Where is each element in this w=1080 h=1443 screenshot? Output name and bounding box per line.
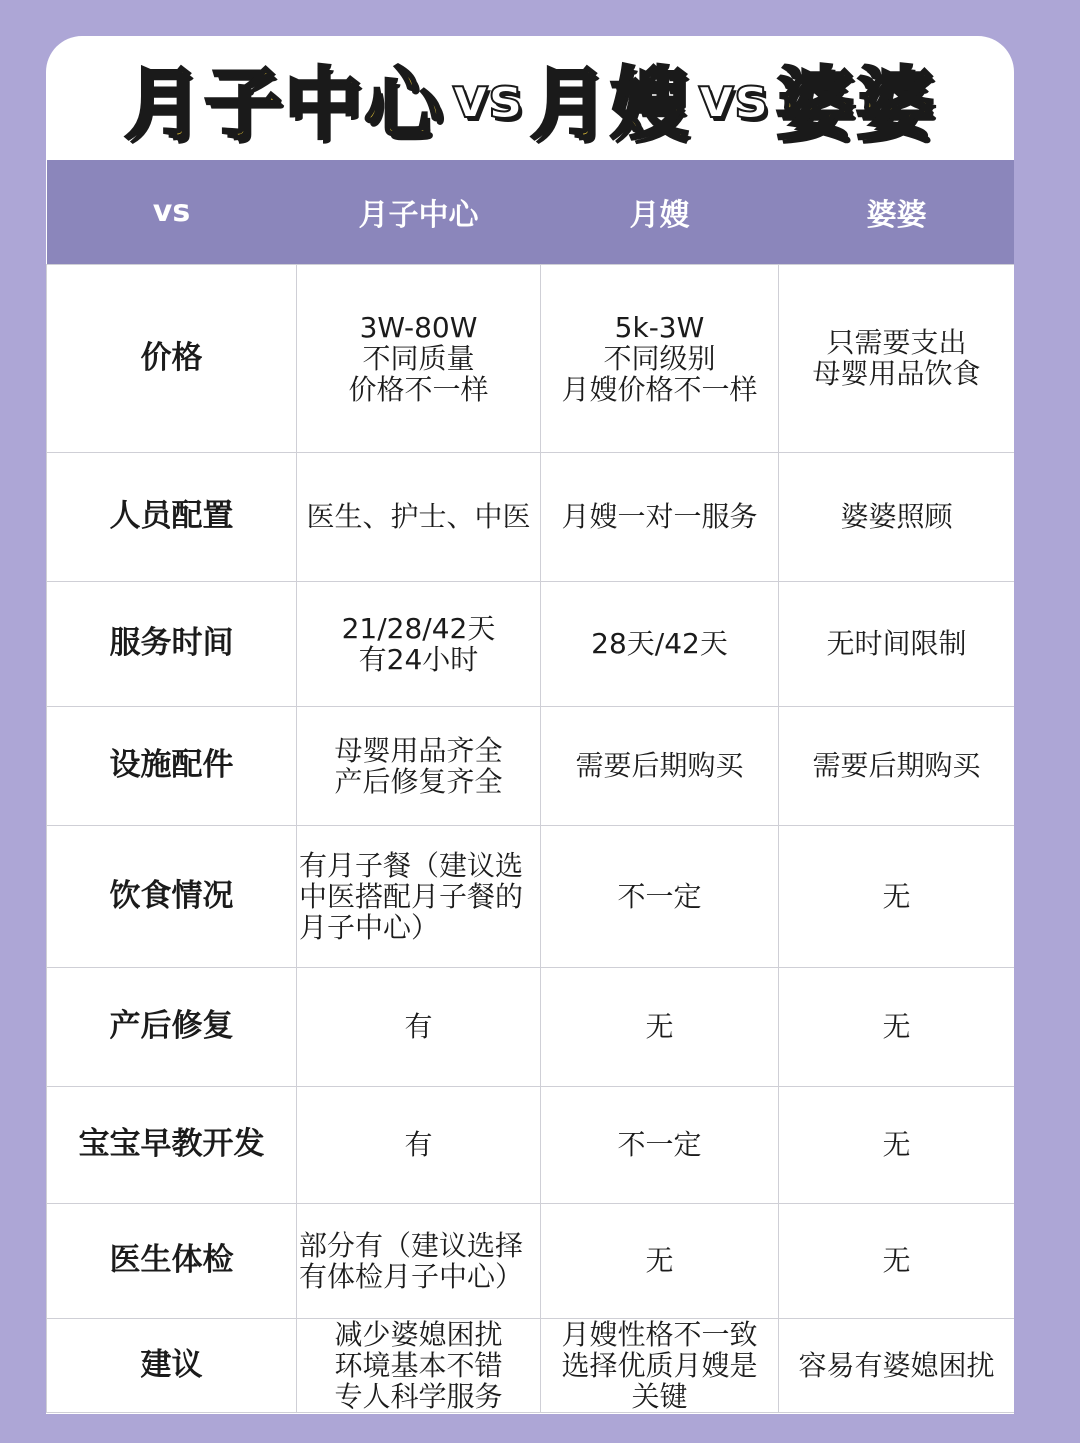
row-label: 人员配置	[47, 452, 297, 581]
row-label: 宝宝早教开发	[47, 1086, 297, 1203]
row-label: 建议	[47, 1318, 297, 1412]
header-mother-in-law: 婆婆	[866, 197, 927, 233]
comparison-table	[46, 160, 1014, 1413]
cell-mother-in-law: 无时间限制	[779, 581, 1015, 706]
cell-mother-in-law: 无	[779, 967, 1015, 1086]
table-row-early-education	[47, 1086, 1015, 1203]
cell-center: 有	[297, 1086, 541, 1203]
cell-center: 母婴用品齐全 产后修复齐全	[297, 706, 541, 825]
table-row-diet	[47, 825, 1015, 967]
cell-nanny: 月嫂一对一服务	[541, 452, 779, 581]
cell-mother-in-law: 婆婆照顾	[779, 452, 1015, 581]
header-nanny: 月嫂	[629, 197, 690, 233]
cell-center: 部分有（建议选择 有体检月子中心）	[297, 1203, 541, 1318]
cell-center: 21/28/42天 有24小时	[297, 581, 541, 706]
row-label: 产后修复	[47, 967, 297, 1086]
title-vs-2: vs	[698, 65, 768, 131]
cell-nanny: 无	[541, 967, 779, 1086]
cell-nanny: 不一定	[541, 825, 779, 967]
cell-mother-in-law: 容易有婆媳困扰	[779, 1318, 1015, 1412]
cell-mother-in-law: 只需要支出 母婴用品饮食	[779, 264, 1015, 452]
table-row-service-time	[47, 581, 1015, 706]
page-title	[46, 36, 1014, 160]
cell-center: 有月子餐（建议选 中医搭配月子餐的 月子中心）	[297, 825, 541, 967]
comparison-card	[46, 36, 1014, 1414]
header-vs: vs	[152, 194, 191, 230]
cell-center: 减少婆媳困扰 环境基本不错 专人科学服务	[297, 1318, 541, 1412]
cell-mother-in-law: 无	[779, 1203, 1015, 1318]
cell-mother-in-law: 无	[779, 825, 1015, 967]
cell-nanny: 5k-3W 不同级别 月嫂价格不一样	[541, 264, 779, 452]
title-vs-1: vs	[452, 65, 522, 131]
cell-nanny: 不一定	[541, 1086, 779, 1203]
table-row-facilities	[47, 706, 1015, 825]
cell-nanny: 无	[541, 1203, 779, 1318]
table-row-suggestion	[47, 1318, 1015, 1412]
table-row-price	[47, 264, 1015, 452]
cell-center: 3W-80W 不同质量 价格不一样	[297, 264, 541, 452]
cell-center: 医生、护士、中医	[297, 452, 541, 581]
title-confinement-center: 月子中心	[124, 60, 445, 150]
cell-nanny: 月嫂性格不一致 选择优质月嫂是 关键	[541, 1318, 779, 1412]
table-row-staffing	[47, 452, 1015, 581]
table-header-row	[47, 160, 1015, 264]
cell-center: 有	[297, 967, 541, 1086]
table-row-checkup	[47, 1203, 1015, 1318]
cell-mother-in-law: 无	[779, 1086, 1015, 1203]
row-label: 服务时间	[47, 581, 297, 706]
cell-nanny: 需要后期购买	[541, 706, 779, 825]
row-label: 价格	[47, 264, 297, 452]
title-nanny: 月嫂	[529, 60, 690, 150]
cell-mother-in-law: 需要后期购买	[779, 706, 1015, 825]
header-confinement-center: 月子中心	[358, 197, 479, 233]
row-label: 医生体检	[47, 1203, 297, 1318]
title-mother-in-law: 婆婆	[775, 60, 936, 150]
table-row-postpartum-repair	[47, 967, 1015, 1086]
row-label: 设施配件	[47, 706, 297, 825]
row-label: 饮食情况	[47, 825, 297, 967]
cell-nanny: 28天/42天	[541, 581, 779, 706]
